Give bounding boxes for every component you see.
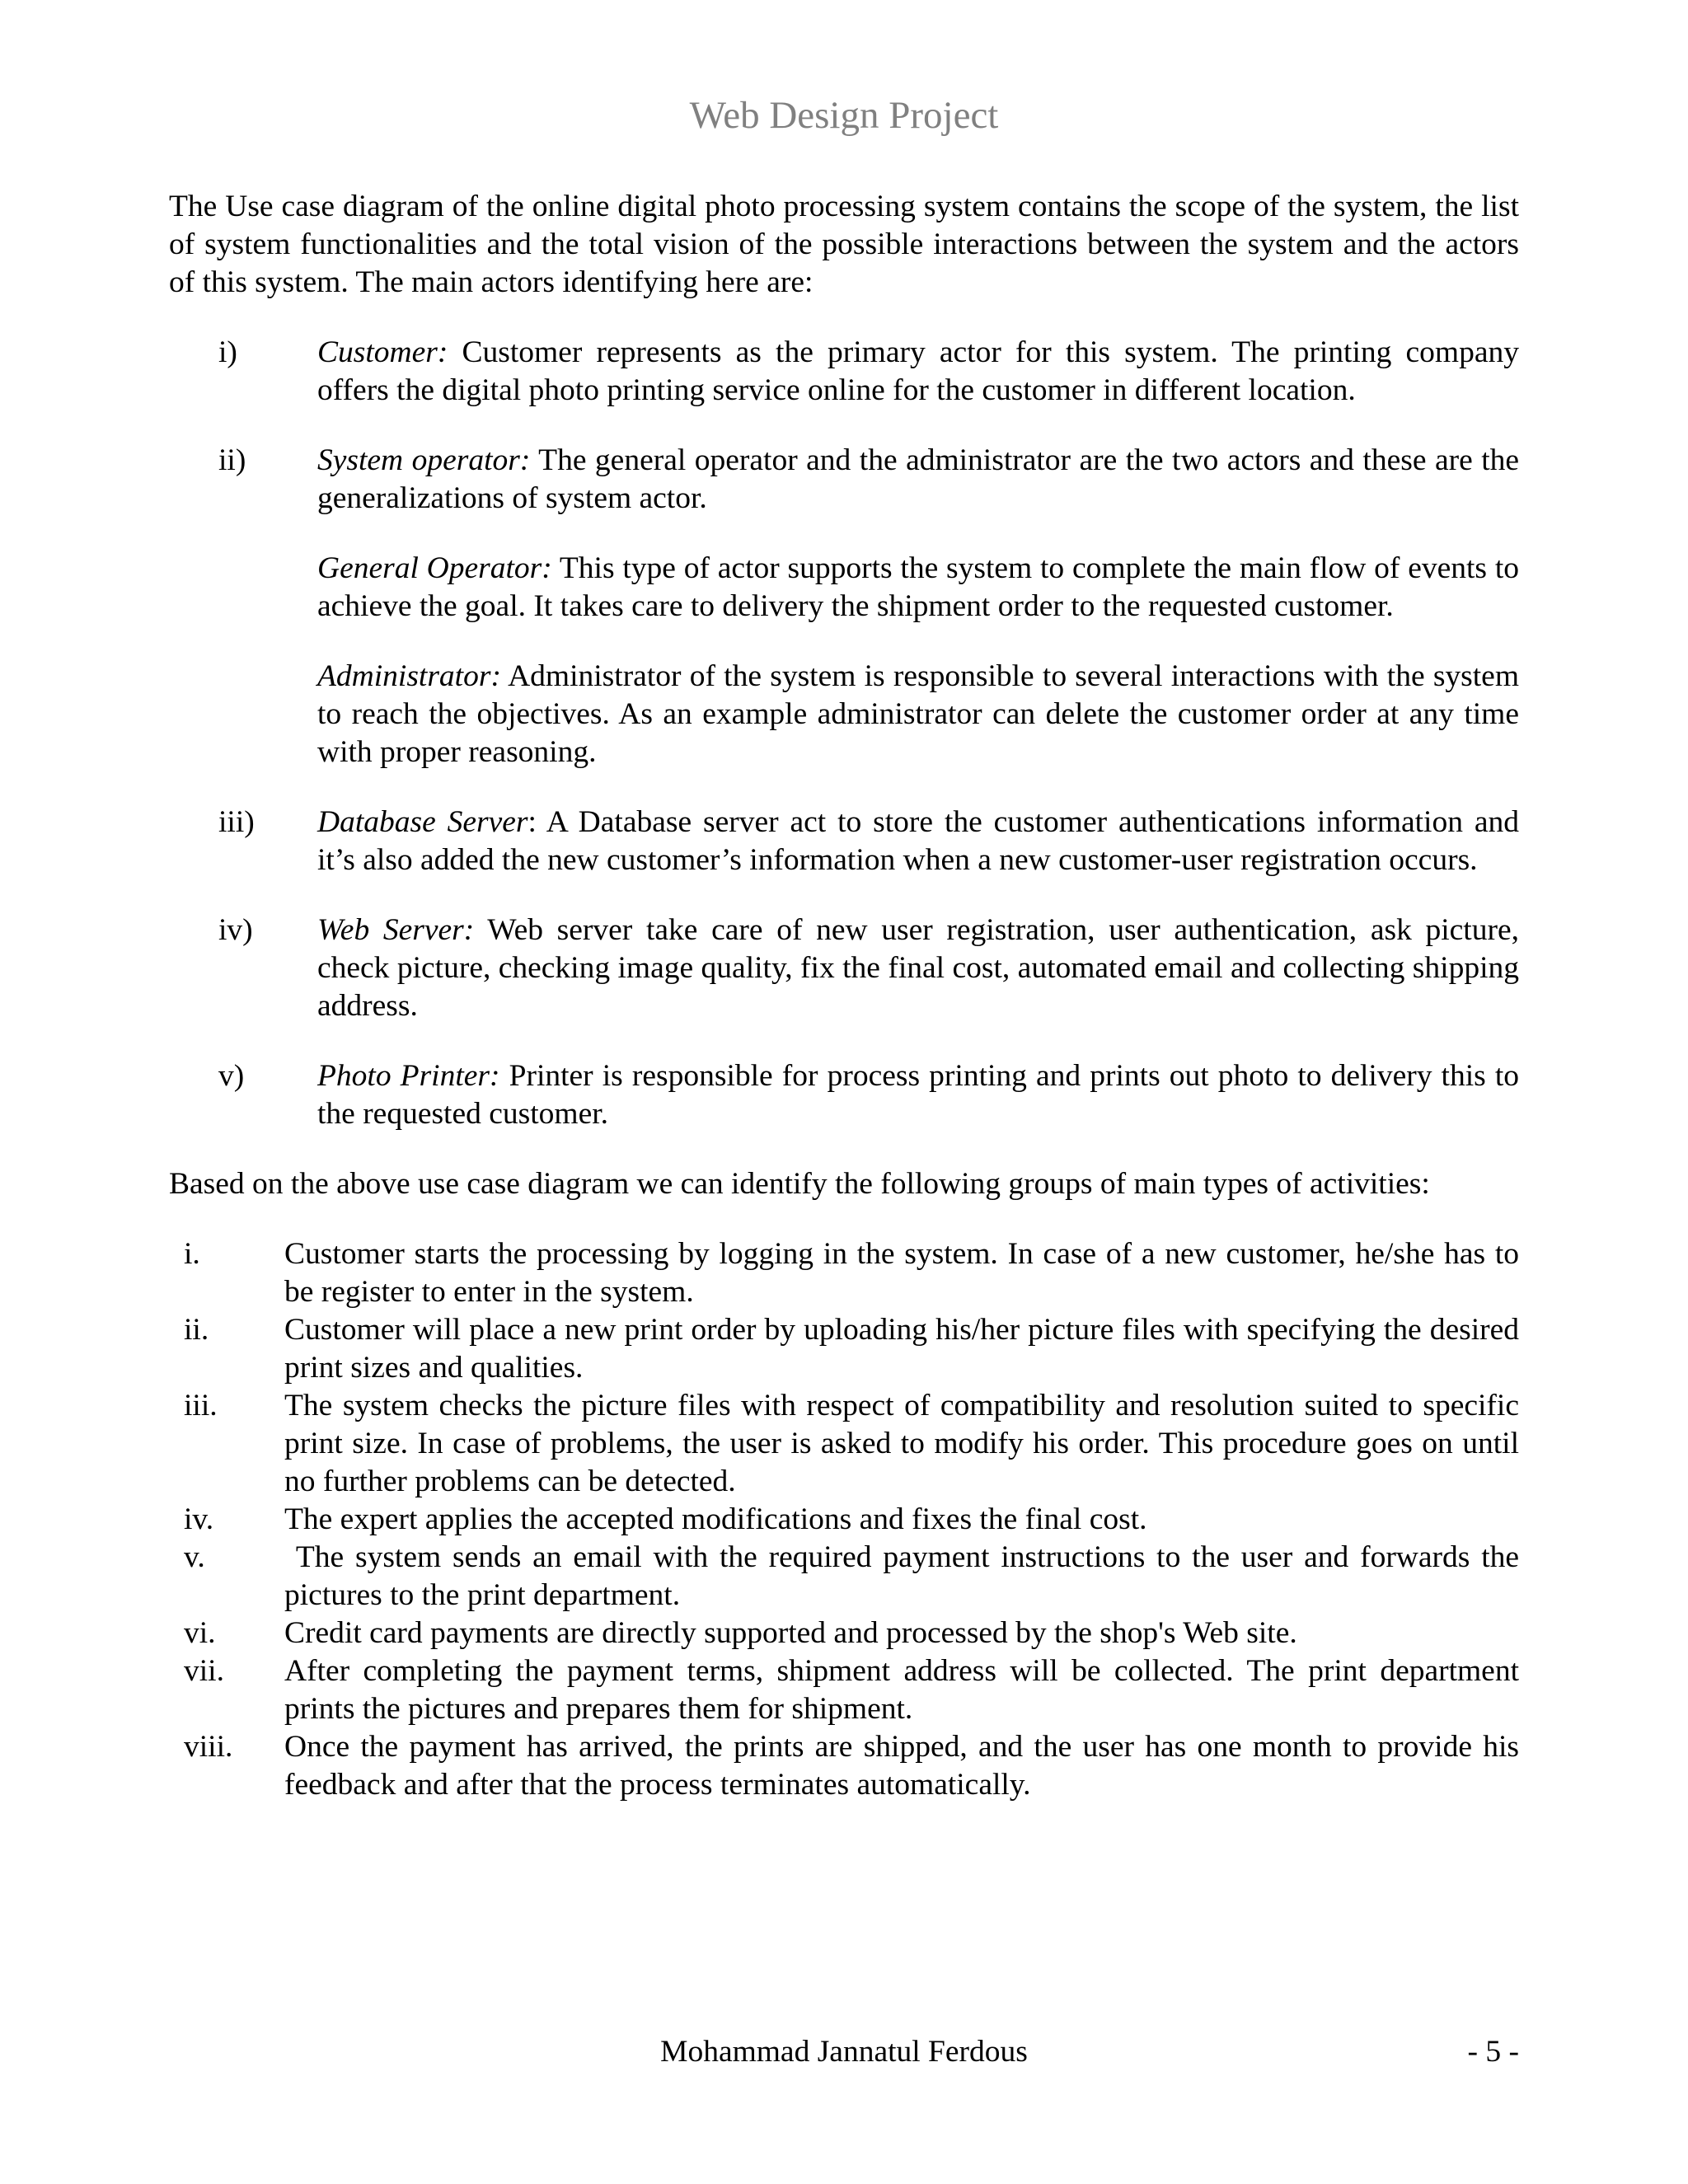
actor-text: Administrator of the system is responsible to several interactions with the system to reach the objectives. As an example administrator can delete the customer order at any time with proper reasoning. [317, 659, 1519, 769]
actor-term: System operator: [317, 443, 531, 477]
list-item [169, 1501, 1519, 1539]
activity-text: Credit card payments are directly supported and processed by the shop's Web site. [284, 1616, 1297, 1650]
activity-number: vii. [184, 1654, 224, 1688]
actor-number: iii) [218, 805, 255, 839]
activity-text: The expert applies the accepted modifications and fixes the final cost. [284, 1502, 1147, 1536]
actor-text: Web server take care of new user registration, user authentication, ask picture, check picture, checking image quality, fix the final cost, automated email and collecting shipping address. [317, 913, 1519, 1023]
actor-content [317, 442, 1519, 771]
list-item [169, 1728, 1519, 1804]
activity-number: v. [184, 1540, 205, 1574]
activity-text: After completing the payment terms, shipment address will be collected. The print department prints the pictures and prepares them for shipment. [284, 1654, 1519, 1726]
list-item [169, 1615, 1519, 1652]
actor-term: Administrator: [317, 659, 501, 693]
list-item [169, 1235, 1519, 1311]
activity-text: Customer will place a new print order by uploading his/her picture files with specifying the desired print sizes and qualities. [284, 1313, 1519, 1385]
actor-paragraph [317, 442, 1519, 518]
activity-text: Once the payment has arrived, the prints are shipped, and the user has one month to provide his feedback and after that the process terminates automatically. [284, 1730, 1519, 1802]
actor-content [317, 1057, 1519, 1133]
page-number: - 5 - [1467, 2035, 1519, 2069]
activity-number: iv. [184, 1502, 214, 1536]
actor-paragraph [317, 550, 1519, 626]
actor-number: i) [218, 335, 237, 369]
actor-paragraph [317, 1057, 1519, 1133]
actor-content [317, 804, 1519, 879]
activity-number: i. [184, 1237, 200, 1271]
actor-text: Customer represents as the primary actor for this system. The printing company offers the digital photo printing service online for the customer in different location. [317, 335, 1519, 407]
list-item [169, 1387, 1519, 1501]
list-item [169, 1652, 1519, 1728]
actor-item [169, 912, 1519, 1025]
actor-text: This type of actor supports the system to complete the main flow of events to achieve the goal. It takes care to delivery the shipment order to the requested customer. [317, 551, 1519, 623]
activities-list [169, 1235, 1527, 1804]
actor-term: Database Server [317, 805, 528, 839]
actors-list [169, 334, 1519, 1133]
actor-item [169, 334, 1519, 410]
actor-content [317, 334, 1519, 410]
activity-number: viii. [184, 1730, 233, 1764]
list-item [169, 1539, 1527, 1615]
footer-author: Mohammad Jannatul Ferdous [660, 2035, 1028, 2069]
intro-paragraph: The Use case diagram of the online digital photo processing system contains the scope of the system, the list of system functionalities and the total vision of the possible interactions between the system and the actors of this system. The main actors identifying here are: [169, 190, 1519, 299]
actor-number: v) [218, 1059, 245, 1093]
activity-text: Customer starts the processing by logging in the system. In case of a new customer, he/she has to be register to enter in the system. [284, 1237, 1519, 1309]
actor-text: Printer is responsible for process printing and prints out photo to delivery this to the requested customer. [317, 1059, 1520, 1131]
actor-item [169, 804, 1519, 879]
activity-number: vi. [184, 1616, 216, 1650]
actor-paragraph [317, 804, 1519, 879]
activity-number: iii. [184, 1389, 218, 1422]
actor-term: Web Server: [317, 913, 475, 947]
actor-paragraph [317, 334, 1519, 410]
actor-content [317, 912, 1519, 1025]
actor-paragraph [317, 912, 1519, 1025]
actor-term: General Operator: [317, 551, 552, 585]
document-body [169, 188, 1527, 1804]
actor-item [169, 1057, 1519, 1133]
actor-term: Customer: [317, 335, 448, 369]
activity-text: The system sends an email with the required payment instructions to the user and forwards the pictures to the print department. [284, 1540, 1527, 1612]
page-header-title: Web Design Project [689, 94, 999, 137]
activities-intro-paragraph: Based on the above use case diagram we can identify the following groups of main types of activities: [169, 1167, 1430, 1201]
actor-term: Photo Printer: [317, 1059, 500, 1093]
activity-number: ii. [184, 1313, 209, 1347]
activity-text: The system checks the picture files with respect of compatibility and resolution suited to specific print size. In case of problems, the user is asked to modify his order. This procedure goes on until no further problems can be detected. [284, 1389, 1519, 1498]
actor-paragraph [317, 658, 1519, 771]
actor-number: ii) [218, 443, 246, 477]
list-item [169, 1311, 1519, 1387]
actor-item [169, 442, 1519, 771]
actor-text: : A Database server act to store the customer authentications information and it’s also added the new customer’s information when a new customer-user registration occurs. [317, 805, 1520, 877]
actor-number: iv) [218, 913, 253, 947]
actor-text: The general operator and the administrator are the two actors and these are the generalizations of system actor. [317, 443, 1520, 515]
